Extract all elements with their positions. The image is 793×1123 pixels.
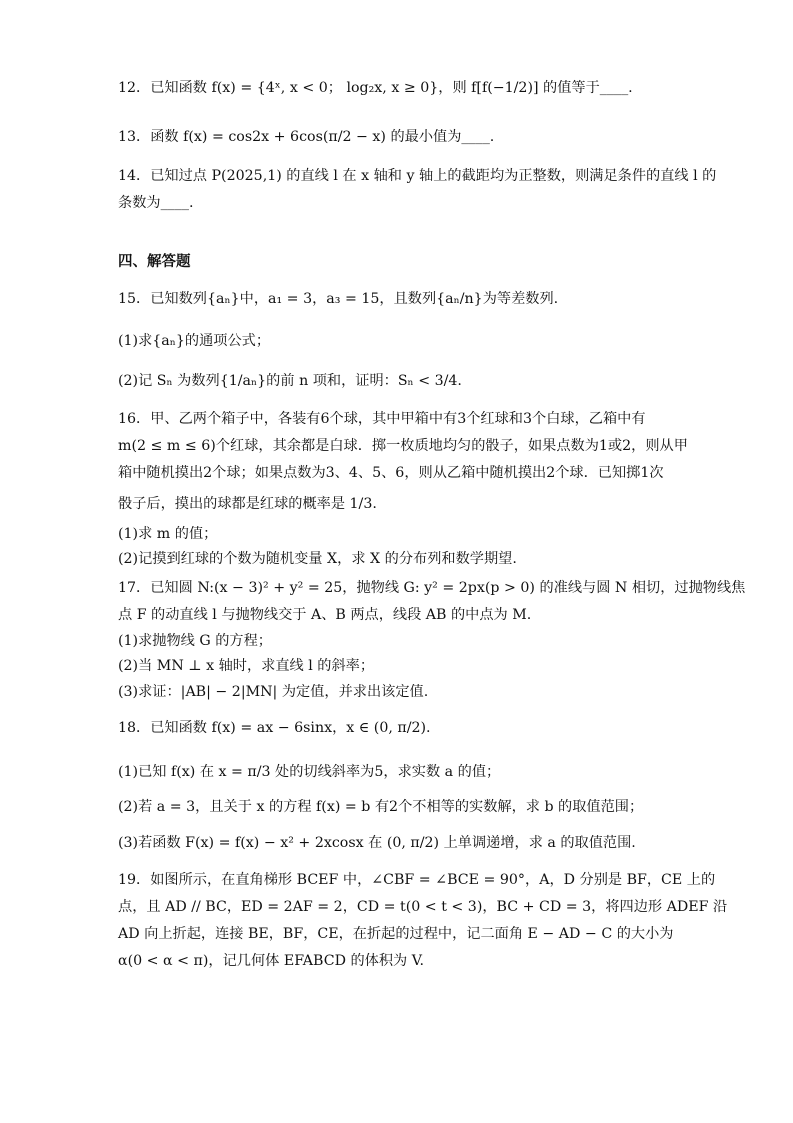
problem-18: 18．已知函数 f(x) = ax − 6sinx，x ∈ (0, π/2). — [118, 720, 431, 736]
problem-17-part-1: (1)求抛物线 G 的方程； — [118, 633, 272, 649]
problem-17-line-1: 17．已知圆 N:(x − 3)² + y² = 25，抛物线 G: y² = 2px(p > 0) 的准线与圆 N 相切，过抛物线焦 — [118, 580, 746, 596]
problem-15-part-1: (1)求{aₙ}的通项公式； — [118, 333, 271, 349]
problem-19-line-4: α(0 < α < π)，记几何体 EFABCD 的体积为 V. — [118, 953, 425, 969]
problem-16-line-3: 箱中随机摸出2个球；如果点数为3、4、5、6，则从乙箱中随机摸出2个球．已知掷1次 — [118, 465, 664, 481]
problem-13: 13．函数 f(x) = cos2x + 6cos(π/2 − x) 的最小值为____. — [118, 129, 495, 145]
section-title: 四、解答题 — [118, 254, 191, 270]
problem-18-part-3: (3)若函数 F(x) = f(x) − x² + 2xcosx 在 (0, π/2) 上单调递增，求 a 的取值范围. — [118, 835, 636, 851]
problem-17-part-2: (2)当 MN ⊥ x 轴时，求直线 l 的斜率； — [118, 658, 375, 674]
problem-12: 12．已知函数 f(x) = {4ˣ, x < 0； log₂x, x ≥ 0}，则 f[f(−1/2)] 的值等于____. — [118, 80, 633, 96]
problem-16-part-1: (1)求 m 的值； — [118, 526, 218, 542]
problem-17-part-3: (3)求证：|AB| − 2|MN| 为定值，并求出该定值. — [118, 684, 429, 700]
problem-18-part-1: (1)已知 f(x) 在 x = π/3 处的切线斜率为5，求实数 a 的值； — [118, 764, 501, 780]
problem-14-line-1: 14．已知过点 P(2025,1) 的直线 l 在 x 轴和 y 轴上的截距均为正整数，则满足条件的直线 l 的 — [118, 168, 717, 184]
problem-14-line-2: 条数为____. — [118, 195, 194, 211]
problem-16-line-2: m(2 ≤ m ≤ 6)个红球，其余都是白球．掷一枚质地均匀的骰子，如果点数为1或2，则从甲 — [118, 438, 688, 454]
problem-15-part-2: (2)记 Sₙ 为数列{1/aₙ}的前 n 项和，证明：Sₙ < 3/4. — [118, 373, 462, 389]
problem-16-part-2: (2)记摸到红球的个数为随机变量 X，求 X 的分布列和数学期望. — [118, 551, 517, 567]
problem-19-line-2: 点，且 AD // BC，ED = 2AF = 2，CD = t(0 < t < 3)，BC + CD = 3，将四边形 ADEF 沿 — [118, 899, 728, 915]
problem-19-line-1: 19．如图所示，在直角梯形 BCEF 中，∠CBF = ∠BCE = 90°，A，D 分别是 BF，CE 上的 — [118, 872, 716, 888]
problem-16-line-4: 骰子后，摸出的球都是红球的概率是 1/3. — [118, 496, 377, 512]
problem-15: 15．已知数列{aₙ}中，a₁ = 3，a₃ = 15，且数列{aₙ/n}为等差数列. — [118, 291, 559, 307]
problem-17-line-2: 点 F 的动直线 l 与抛物线交于 A、B 两点，线段 AB 的中点为 M. — [118, 607, 532, 623]
problem-16-line-1: 16．甲、乙两个箱子中，各装有6个球，其中甲箱中有3个红球和3个白球，乙箱中有 — [118, 411, 646, 427]
problem-18-part-2: (2)若 a = 3，且关于 x 的方程 f(x) = b 有2个不相等的实数解，求 b 的取值范围； — [118, 799, 644, 815]
problem-19-line-3: AD 向上折起，连接 BE，BF，CE，在折起的过程中，记二面角 E − AD − C 的大小为 — [118, 926, 674, 942]
